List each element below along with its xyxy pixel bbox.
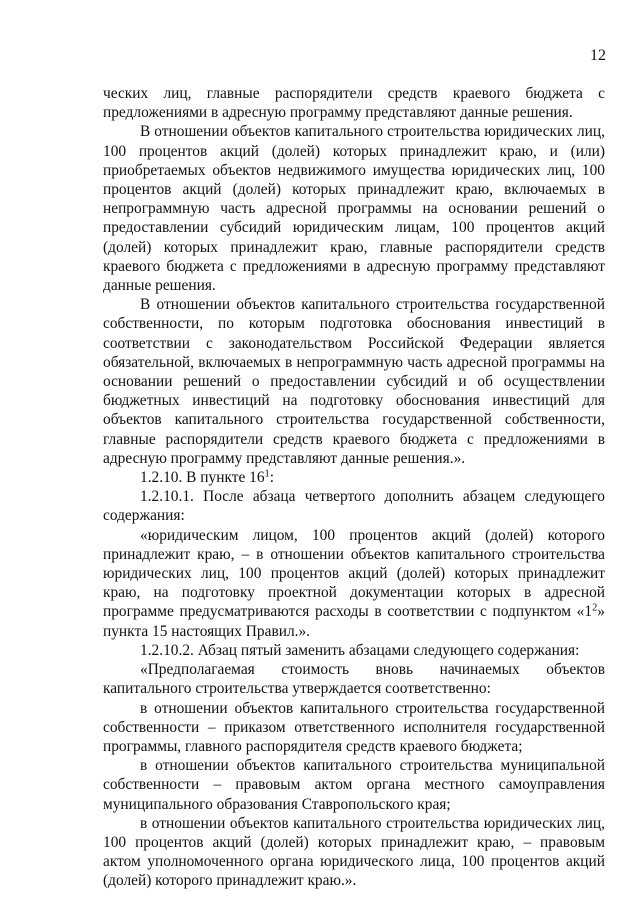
paragraph-continuation: ческих лиц, главные распорядители средств краевого бюджета с предложениями в адресную программу представляют данные решения. xyxy=(103,85,605,122)
paragraph-legal-entities-ownership: в отношении объектов капитального строительства юридических лиц, 100 процентов акций (долей) которых принадлежит краю, – правовым актом уполномоченного органа юридического лица, 100 процентов акций (долей) которого принадлежит краю.». xyxy=(103,814,605,890)
paragraph-item-1-2-10: 1.2.10. В пункте $16^1$: xyxy=(140,468,275,487)
paragraph-item-1-2-10-1: 1.2.10.1. После абзаца четвертого дополнить абзацем следующего содержания: xyxy=(103,488,605,525)
page-number: 12 xyxy=(590,47,606,64)
paragraph-state-ownership: в отношении объектов капитального строительства государственной собственности – приказом ответственного исполнителя государственной программы, главного распорядителя средств краевого бюджета; xyxy=(103,699,605,755)
paragraph-state-property: В отношении объектов капитального строительства государственной собственности, по которым подготовка обоснования инвестиций в соответствии с законодательством Российской Федерации является обязательной, включаемых в непрограммную часть адресной программы на основании решений о предоставлении субсидий и об осуществлении бюджетных инвестиций на подготовку обоснования инвестиций для объектов капитального строительства государственной собственности, главные распорядители средств краевого бюджета с предложениями в адресную программу представляют данные решения.». xyxy=(103,296,605,467)
paragraph-municipal-ownership: в отношении объектов капитального строительства муниципальной собственности – правовым актом органа местного самоуправления муниципального образования Ставропольского края; xyxy=(103,757,605,813)
document-body xyxy=(103,84,605,891)
paragraph-legal-entities: В отношении объектов капитального строительства юридических лиц, 100 процентов акций (долей) которых принадлежит краю, и (или) приобретаемых объектов недвижимого имущества юридических лиц, 100 процентов акций (долей) которых принадлежит краю, включаемых в непрограммную часть адресной программы на основании решений о предоставлении субсидий юридическим лицам, 100 процентов акций (долей) которых принадлежит краю, главные распорядители средств краевого бюджета с предложениями в адресную программу представляют данные решения. xyxy=(103,123,605,295)
paragraph-estimated-cost: «Предполагаемая стоимость вновь начинаемых объектов капитального строительства утверждается соответственно: xyxy=(103,661,605,698)
superscript: 1 xyxy=(264,468,270,480)
paragraph-item-1-2-10-2: 1.2.10.2. Абзац пятый заменить абзацами следующего содержания: xyxy=(140,641,580,659)
superscript: 2 xyxy=(592,602,598,614)
paragraph-quote-legal-entity: «юридическим лицом, 100 процентов акций (долей) которого принадлежит краю, – в отношении объектов капитального строительства юридических лиц, 100 процентов акций (долей) которых принадлежит краю, на подготовку проектной документации которых в адресной программе предусматриваются расходы в соответствии с подпунктом «$1^2$» пункта 15 настоящих Правил.». xyxy=(103,526,605,640)
